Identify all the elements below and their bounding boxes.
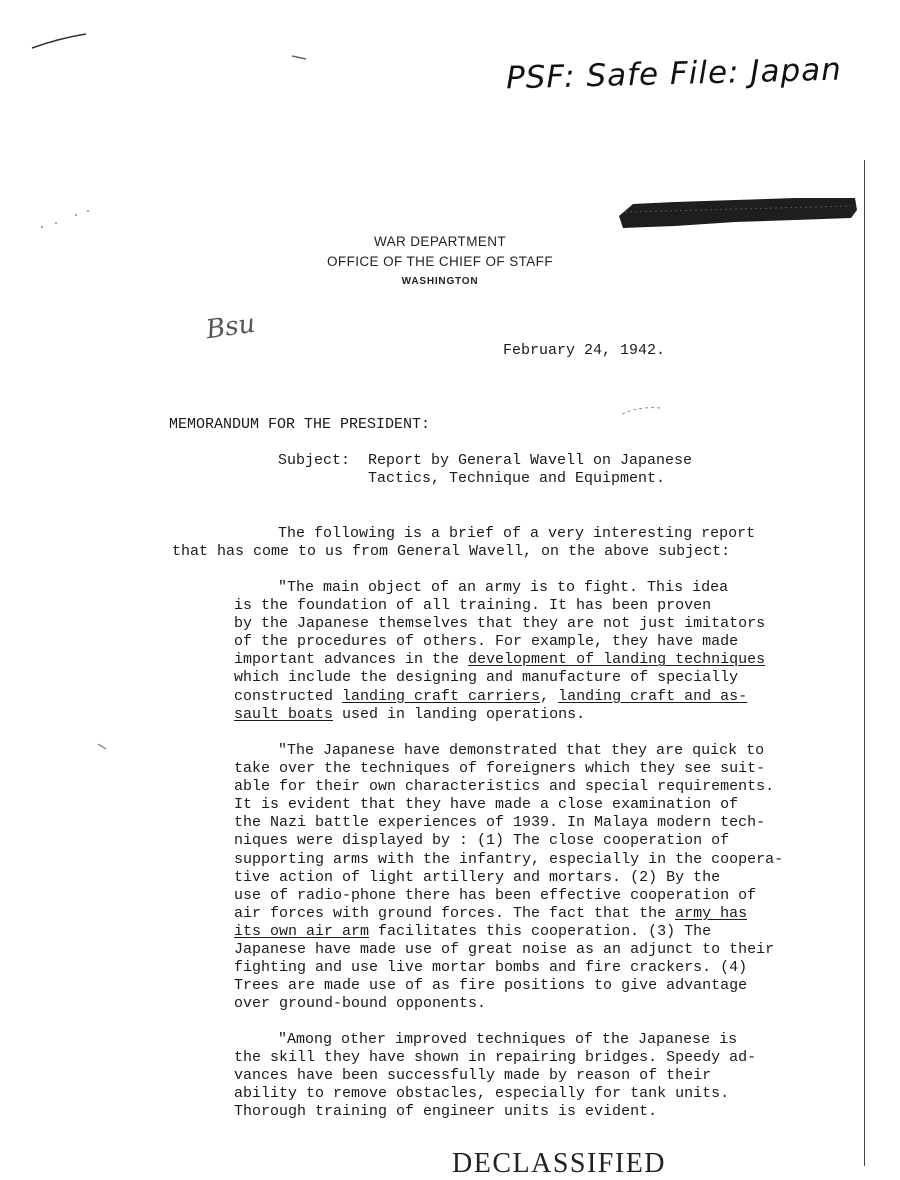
- page-edge-line: [864, 160, 865, 1166]
- scan-dust-mark: [620, 404, 664, 418]
- scan-dust-mark: [96, 742, 110, 752]
- subject-line-2: Tactics, Technique and Equipment.: [368, 470, 666, 487]
- letterhead-office: OFFICE OF THE CHIEF OF STAFF: [327, 254, 553, 269]
- pen-stroke-mark: [30, 30, 90, 54]
- handwritten-initials: Bsu: [204, 308, 258, 346]
- memo-addressee: MEMORANDUM FOR THE PRESIDENT:: [169, 416, 431, 433]
- redaction-mark: [615, 196, 858, 228]
- underlined-phrase: landing craft carriers: [342, 687, 541, 705]
- subject-line-1: Report by General Wavell on Japanese: [368, 452, 693, 469]
- letterhead-city: WASHINGTON: [401, 276, 479, 287]
- underlined-phrase: development of landing techniques: [468, 651, 766, 669]
- subject-label: Subject:: [278, 452, 351, 469]
- letterhead: [280, 233, 600, 291]
- underlined-phrase: army has: [675, 904, 748, 922]
- underlined-phrase: sault boats: [234, 705, 334, 723]
- underlined-phrase: landing craft and as-: [558, 687, 748, 705]
- quote-paragraph-3: "Among other improved techniques of the Japanese is the skill they have shown in repairing bridges. Speedy ad- vances have been successfully made by reason of their ability to remove obstacles, especially for tank units. Thorough training of engineer units is evident.: [234, 1031, 757, 1121]
- declassified-stamp: DECLASSIFIED: [452, 1148, 667, 1179]
- quote-paragraph-2: "The Japanese have demonstrated that they are quick to take over the techniques of foreigners which they see suit- able for their own characteristics and special requirements. It is evident that they have made a close examination of the Nazi battle experiences of 1939. In Malaya modern tech- niques were displayed by : (1) The close cooperation of supporting arms with the infantry, especially in the coopera- tive action of light artillery and mortars. (2) By the use of radio-phone there has been effective cooperation of air forces with ground forces. The fact that the army has its own air arm facilitates this cooperation. (3) The Japanese have made use of great noise as an adjunct to their fighting and use live mortar bombs and fire crackers. (4) Trees are made use of as fire positions to give advantage over ground-bound opponents.: [234, 742, 784, 1013]
- letterhead-department: WAR DEPARTMENT: [373, 234, 507, 249]
- intro-paragraph: The following is a brief of a very interesting report that has come to us from General Wavell, on the above subject:: [172, 525, 756, 561]
- memo-date: February 24, 1942.: [503, 342, 666, 359]
- scan-dust-mark: [36, 205, 96, 235]
- quote-paragraph-1: "The main object of an army is to fight. This idea is the foundation of all training. It has been proven by the Japanese themselves that they are not just imitators of the procedures of others. For example, they have made important advances in the development of landing techniques which include the designing and manufacture of specially constructed landing craft carriers, landing craft and as- sault boats used in landing operations.: [234, 579, 766, 723]
- handwritten-file-note: PSF: Safe File: Japan: [505, 51, 843, 97]
- scan-dust-mark: [290, 52, 310, 62]
- underlined-phrase: its own air arm: [234, 922, 370, 940]
